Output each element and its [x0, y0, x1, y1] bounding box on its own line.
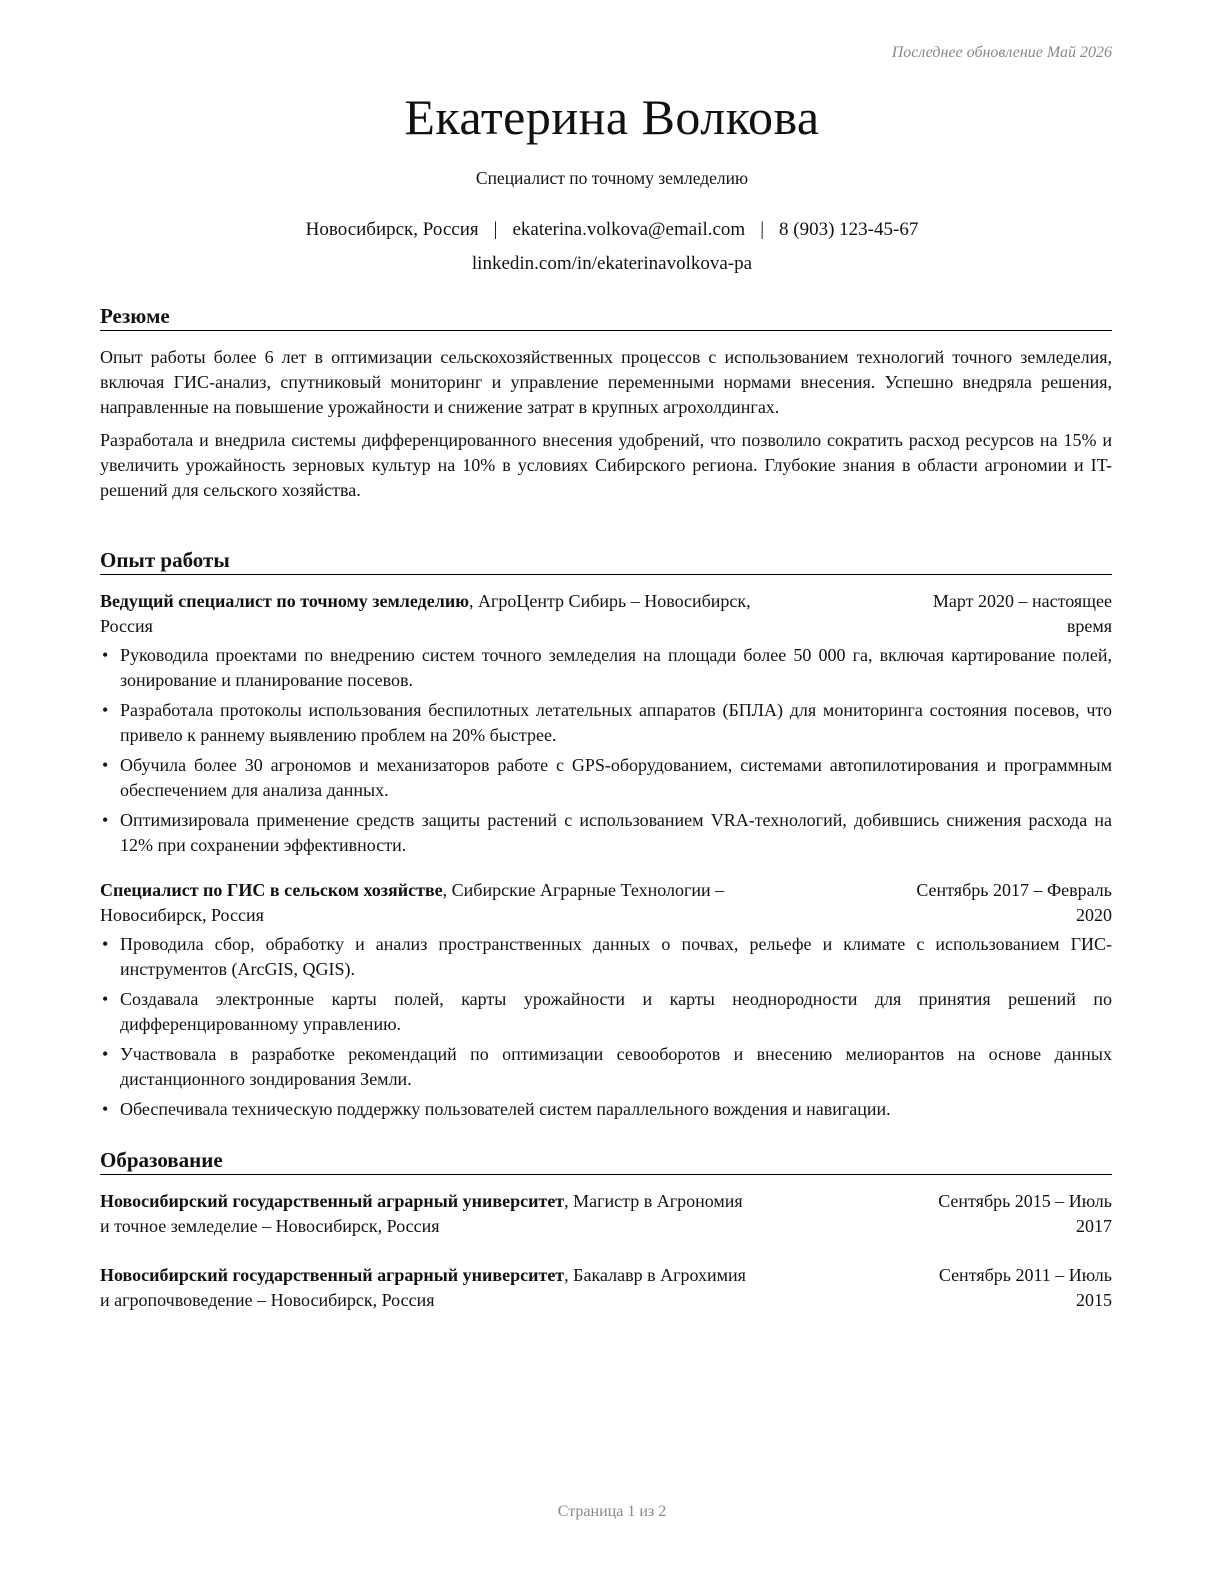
job-role: [100, 589, 751, 614]
summary-paragraph: Разработала и внедрила системы дифференцированного внесения удобрений, что позволило сократить расход ресурсов на 15% и увеличить урожайность зерновых культур на 10% в условиях Сибирского региона. Глубокие знания в области агрономии и IT-решений для сельского хозяйства.: [100, 430, 1112, 500]
job-position: Ведущий специалист по точному земледелию: [100, 591, 469, 611]
list-item: • Руководила проектами по внедрению систем точного земледелия на площади более 50 000 га, включая картирование полей, зонирование и планирование посевов.: [102, 645, 1112, 690]
job-dates-cont: время: [1066, 616, 1112, 636]
linkedin-link[interactable]: linkedin.com/in/ekaterinavolkova-pa: [471, 253, 753, 274]
phone-number: 8 (903) 123-45-67: [779, 219, 919, 240]
job-header: [100, 878, 1112, 903]
education-header: [100, 1189, 1112, 1214]
bullet-icon: •: [102, 1044, 109, 1064]
education-degree-cont: и точное земледелие – Новосибирск, Россия: [100, 1216, 440, 1236]
list-item: • Участвовала в разработке рекомендаций по оптимизации севооборотов и внесению мелиорантов на основе данных дистанционного зондирования Земли.: [102, 1044, 1112, 1089]
job-bullets: [100, 932, 1112, 1122]
job-bullets: [100, 643, 1112, 858]
contact-line: [0, 219, 1224, 241]
education-entry: [100, 1189, 1112, 1239]
education-section: [100, 1148, 1112, 1313]
page-number: Страница 1 из 2: [557, 1503, 667, 1520]
bullet-icon: •: [102, 645, 109, 665]
job-dates-cont: 2020: [1076, 905, 1112, 925]
education-dates-cont: 2015: [1076, 1290, 1112, 1310]
education-institution: Новосибирский государственный аграрный университет: [100, 1191, 565, 1211]
last-updated-date: Последнее обновление Май 2026: [891, 44, 1112, 61]
contact-separator: |: [493, 219, 498, 240]
list-item: • Проводила сбор, обработку и анализ пространственных данных о почвах, рельефе и климате с использованием ГИС-инструментов (ArcGIS, QGIS).: [102, 934, 1112, 979]
job-company: , Сибирские Аграрные Технологии –: [442, 880, 725, 900]
candidate-headline: Специалист по точному земледелию: [475, 168, 749, 188]
list-item: • Обучила более 30 агрономов и механизаторов работе с GPS-оборудованием, системами автопилотирования и программным обеспечением для анализа данных.: [102, 755, 1112, 800]
list-item: • Оптимизировала применение средств защиты растений с использованием VRA-технологий, добившись снижения расхода на 12% при сохранении эффективности.: [102, 810, 1112, 855]
job-position: Специалист по ГИС в сельском хозяйстве: [100, 880, 443, 900]
education-degree: Новосибирский государственный аграрный университет, Магистр в Агрономия: [100, 1191, 743, 1211]
list-item: • Создавала электронные карты полей, карты урожайности и карты неоднородности для принятия решений по дифференцированному управлению.: [102, 989, 1112, 1034]
experience-section: [100, 548, 1112, 1127]
bullet-icon: •: [102, 810, 109, 830]
education-header-line2: [100, 1214, 1112, 1239]
job-role: [100, 878, 724, 903]
job-location: Россия: [100, 616, 153, 636]
education-header-line2: [100, 1288, 1112, 1313]
job-header: [100, 589, 1112, 614]
education-header: [100, 1263, 1112, 1288]
bullet-icon: •: [102, 934, 109, 954]
education-degree-cont: и агропочвоведение – Новосибирск, Россия: [100, 1290, 435, 1310]
list-item: • Обеспечивала техническую поддержку пользователей систем параллельного вождения и навигации.: [100, 1097, 1112, 1122]
job-header-line2: [100, 903, 1112, 928]
education-dates: Сентябрь 2015 – Июль: [938, 1191, 1112, 1211]
job-header-line2: [100, 614, 1112, 639]
bullet-icon: •: [102, 700, 109, 720]
job-company: , АгроЦентр Сибирь – Новосибирск,: [468, 591, 751, 611]
job-dates: Сентябрь 2017 – Февраль: [916, 880, 1112, 900]
location: Новосибирск, Россия: [305, 219, 479, 240]
summary-paragraph: Опыт работы более 6 лет в оптимизации сельскохозяйственных процессов с использованием технологий точного земледелия, включая ГИС-анализ, спутниковый мониторинг и управление переменными нормами внесения. Успешно внедряла решения, направленные на повышение урожайности и снижение затрат в крупных агрохолдингах.: [100, 347, 1112, 417]
job-entry: [100, 878, 1112, 1122]
bullet-icon: •: [102, 755, 109, 775]
education-dates: Сентябрь 2011 – Июль: [938, 1265, 1112, 1285]
education-institution: Новосибирский государственный аграрный университет: [100, 1265, 565, 1285]
education-degree: Новосибирский государственный аграрный университет, Бакалавр в Агрохимия: [100, 1265, 746, 1285]
section-title-summary: Резюме: [100, 304, 1112, 331]
section-title-experience: Опыт работы: [100, 548, 1112, 575]
email-link[interactable]: ekaterina.volkova@email.com: [512, 219, 746, 240]
list-item: • Разработала протоколы использования беспилотных летательных аппаратов (БПЛА) для мониторинга состояния посевов, что привело к раннему выявлению проблем на 20% быстрее.: [102, 700, 1112, 745]
contact-separator: |: [760, 219, 765, 240]
job-location: Новосибирск, Россия: [100, 905, 264, 925]
education-entry: [100, 1263, 1112, 1313]
candidate-name: Екатерина Волкова: [404, 89, 820, 145]
summary-section: [100, 304, 1112, 503]
education-dates-cont: 2017: [1076, 1216, 1112, 1236]
bullet-icon: •: [102, 989, 109, 1009]
job-dates: Март 2020 – настоящее: [932, 591, 1112, 611]
section-title-education: Образование: [100, 1148, 1112, 1175]
bullet-icon: •: [102, 1099, 109, 1119]
job-entry: [100, 589, 1112, 858]
